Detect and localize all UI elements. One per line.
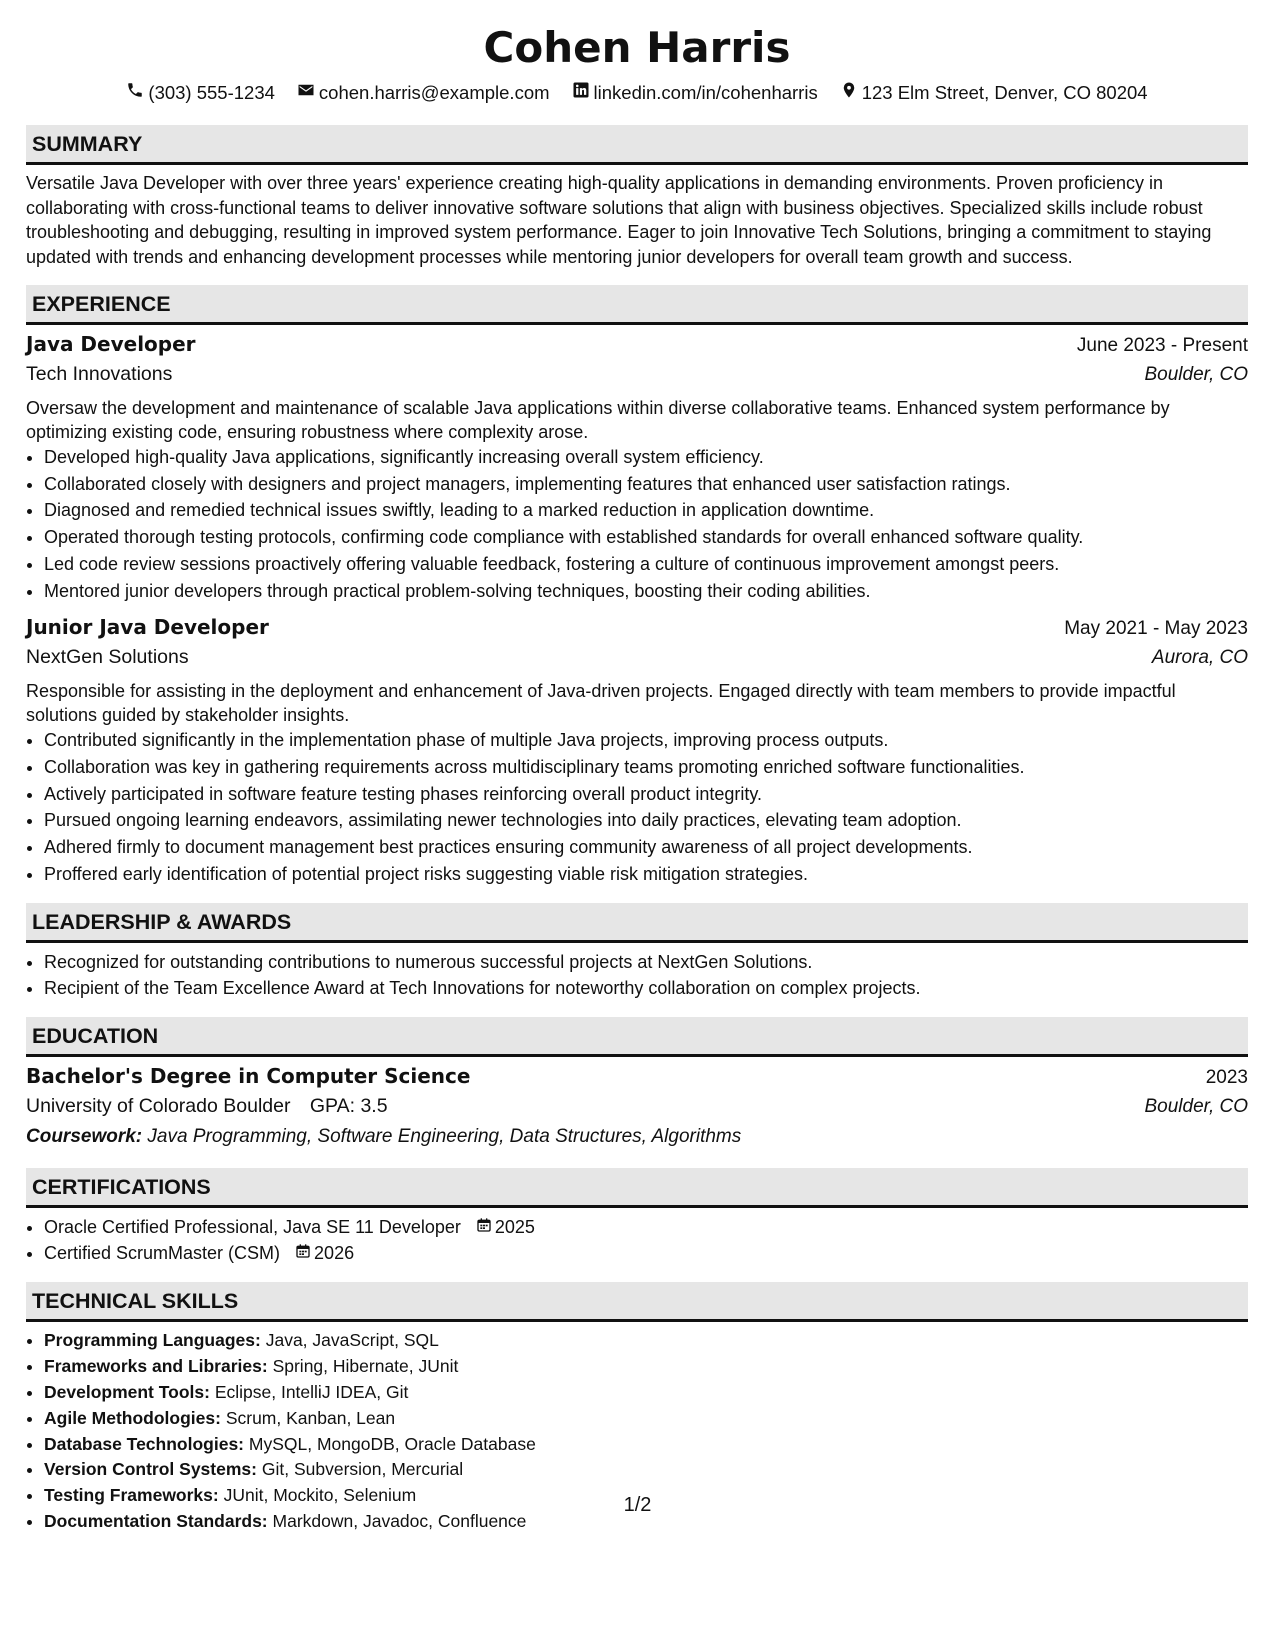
list-item: • Contributed significantly in the implementation phase of multiple Java projects, improving process outputs.	[44, 727, 1248, 754]
section-heading-education: EDUCATION	[26, 1017, 1248, 1057]
skill-values: Eclipse, IntelliJ IDEA, Git	[214, 1382, 409, 1403]
skill-values: Git, Subversion, Mercurial	[261, 1459, 464, 1480]
section-heading-certifications: CERTIFICATIONS	[26, 1168, 1248, 1208]
list-item	[44, 1457, 1248, 1483]
list-item: • Pursued ongoing learning endeavors, assimilating newer technologies into daily practices, elevating team adoption.	[44, 807, 1248, 834]
job-location: Aurora, CO	[1151, 647, 1248, 669]
job-bullets	[26, 727, 1248, 887]
skill-values: MySQL, MongoDB, Oracle Database	[248, 1433, 536, 1454]
candidate-name: Cohen Harris	[483, 23, 791, 72]
skill-values: JUnit, Mockito, Selenium	[223, 1485, 417, 1506]
certification-name: Certified ScrumMaster (CSM)	[44, 1243, 281, 1264]
list-item	[44, 1240, 1248, 1266]
section-heading-experience: EXPERIENCE	[26, 285, 1248, 325]
certification-year: 2025	[494, 1217, 535, 1238]
skill-category: Programming Languages:	[44, 1330, 261, 1351]
coursework	[26, 1122, 1248, 1152]
job-description: Responsible for assisting in the deployment and enhancement of Java-driven projects. Engaged directly with team members to provide impactful solutions guided by stakeholder insights.	[26, 681, 1176, 726]
skill-category: Version Control Systems:	[44, 1459, 257, 1480]
envelope-icon	[297, 80, 315, 106]
coursework-label: Coursework:	[26, 1126, 143, 1148]
list-item: • Actively participated in software feature testing phases reinforcing overall product integrity.	[44, 781, 1248, 808]
phone-text: (303) 555-1234	[148, 82, 275, 103]
list-item	[44, 1432, 1248, 1458]
skill-category: Agile Methodologies:	[44, 1407, 221, 1428]
skill-values: Markdown, Javadoc, Confluence	[272, 1511, 527, 1532]
job-entry	[26, 329, 1248, 604]
job-company: NextGen Solutions	[26, 646, 189, 669]
leadership-bullets	[26, 949, 1248, 1001]
contact-linkedin[interactable]	[572, 80, 818, 106]
job-title: Java Developer	[26, 332, 196, 356]
calendar-icon	[476, 1214, 492, 1240]
calendar-icon	[295, 1240, 311, 1266]
list-item: • Operated thorough testing protocols, confirming code compliance with established standards for overall enhanced software quality.	[44, 524, 1248, 551]
skill-values: Java, JavaScript, SQL	[265, 1330, 439, 1351]
list-item: • Recognized for outstanding contributions to numerous successful projects at NextGen Solutions.	[44, 949, 1248, 975]
list-item: • Collaborated closely with designers and project managers, implementing features that enhanced user satisfaction ratings.	[44, 471, 1248, 498]
education-entry	[26, 1061, 1248, 1152]
list-item: • Adhered firmly to document management best practices ensuring community awareness of all project developments.	[44, 834, 1248, 861]
email-text[interactable]: cohen.harris@example.com	[318, 82, 550, 103]
skill-category: Testing Frameworks:	[44, 1485, 219, 1506]
certification-year: 2026	[314, 1243, 355, 1264]
list-item	[44, 1354, 1248, 1380]
gpa: GPA: 3.5	[309, 1095, 388, 1118]
certification-list	[26, 1214, 1248, 1266]
job-bullets	[26, 444, 1248, 604]
address-text: 123 Elm Street, Denver, CO 80204	[861, 82, 1148, 103]
list-item: • Developed high-quality Java applications, significantly increasing overall system efficiency.	[44, 444, 1248, 471]
map-marker-icon	[840, 80, 858, 106]
summary-text: Versatile Java Developer with over three years' experience creating high-quality applications in demanding environments. Proven proficiency in collaborating with cross-functional teams to deliver innovative software solutions that align with business objectives. Specialized skills include robust troubleshooting and debugging, resulting in improved system performance. Eager to join Innovative Tech Solutions, bringing a commitment to staying updated with trends and enhancing development processes while mentoring junior developers for overall team growth and success.	[26, 173, 1212, 267]
job-entry	[26, 612, 1248, 887]
resume-page	[26, 20, 1248, 1535]
job-description: Oversaw the development and maintenance of scalable Java applications within diverse collaborative teams. Enhanced system performance by optimizing existing code, ensuring robustness where complexity arose.	[26, 398, 1170, 442]
skill-category: Database Technologies:	[44, 1433, 245, 1454]
list-item: • Recipient of the Team Excellence Award at Tech Innovations for noteworthy collaboration on complex projects.	[44, 975, 1248, 1001]
contact-address	[840, 80, 1148, 106]
school-location: Boulder, CO	[1144, 1096, 1248, 1118]
contact-phone	[126, 80, 275, 106]
list-item	[44, 1406, 1248, 1432]
contact-bar	[26, 80, 1248, 106]
phone-icon	[126, 80, 144, 106]
job-company: Tech Innovations	[26, 363, 173, 385]
section-heading-summary: SUMMARY	[26, 125, 1248, 165]
page-number: 1/2	[623, 1494, 652, 1516]
list-item: • Mentored junior developers through practical problem-solving techniques, boosting their coding abilities.	[44, 578, 1248, 605]
skill-category: Development Tools:	[44, 1382, 210, 1403]
job-location: Boulder, CO	[1144, 364, 1248, 385]
list-item: • Diagnosed and remedied technical issues swiftly, leading to a marked reduction in application downtime.	[44, 497, 1248, 524]
certification-date	[295, 1240, 354, 1266]
coursework-list: Java Programming, Software Engineering, Data Structures, Algorithms	[147, 1126, 742, 1148]
skill-values: Scrum, Kanban, Lean	[225, 1407, 396, 1428]
school-name: University of Colorado Boulder	[26, 1095, 291, 1118]
skill-category: Frameworks and Libraries:	[44, 1356, 268, 1377]
skill-values: Spring, Hibernate, JUnit	[272, 1356, 459, 1377]
skill-category: Documentation Standards:	[44, 1511, 268, 1532]
list-item	[44, 1214, 1248, 1240]
linkedin-icon	[572, 80, 590, 106]
list-item	[44, 1380, 1248, 1406]
certification-name: Oracle Certified Professional, Java SE 11 Developer	[44, 1217, 461, 1238]
section-heading-leadership: LEADERSHIP & AWARDS	[26, 903, 1248, 943]
job-title: Junior Java Developer	[26, 615, 269, 640]
contact-email[interactable]	[297, 80, 550, 106]
list-item: • Collaboration was key in gathering requirements across multidisciplinary teams promoting enriched software functionalities.	[44, 754, 1248, 781]
list-item: • Led code review sessions proactively offering valuable feedback, fostering a culture of continuous improvement amongst peers.	[44, 551, 1248, 578]
section-heading-skills: TECHNICAL SKILLS	[26, 1282, 1248, 1322]
list-item: • Proffered early identification of potential project risks suggesting viable risk mitigation strategies.	[44, 861, 1248, 888]
list-item	[44, 1328, 1248, 1354]
graduation-year: 2023	[1205, 1067, 1248, 1089]
certification-date	[476, 1214, 535, 1240]
job-dates: May 2021 - May 2023	[1064, 618, 1248, 640]
job-dates: June 2023 - Present	[1076, 335, 1248, 356]
degree-title: Bachelor's Degree in Computer Science	[26, 1064, 471, 1089]
school-line	[26, 1091, 388, 1122]
linkedin-text[interactable]: linkedin.com/in/cohenharris	[593, 82, 818, 103]
